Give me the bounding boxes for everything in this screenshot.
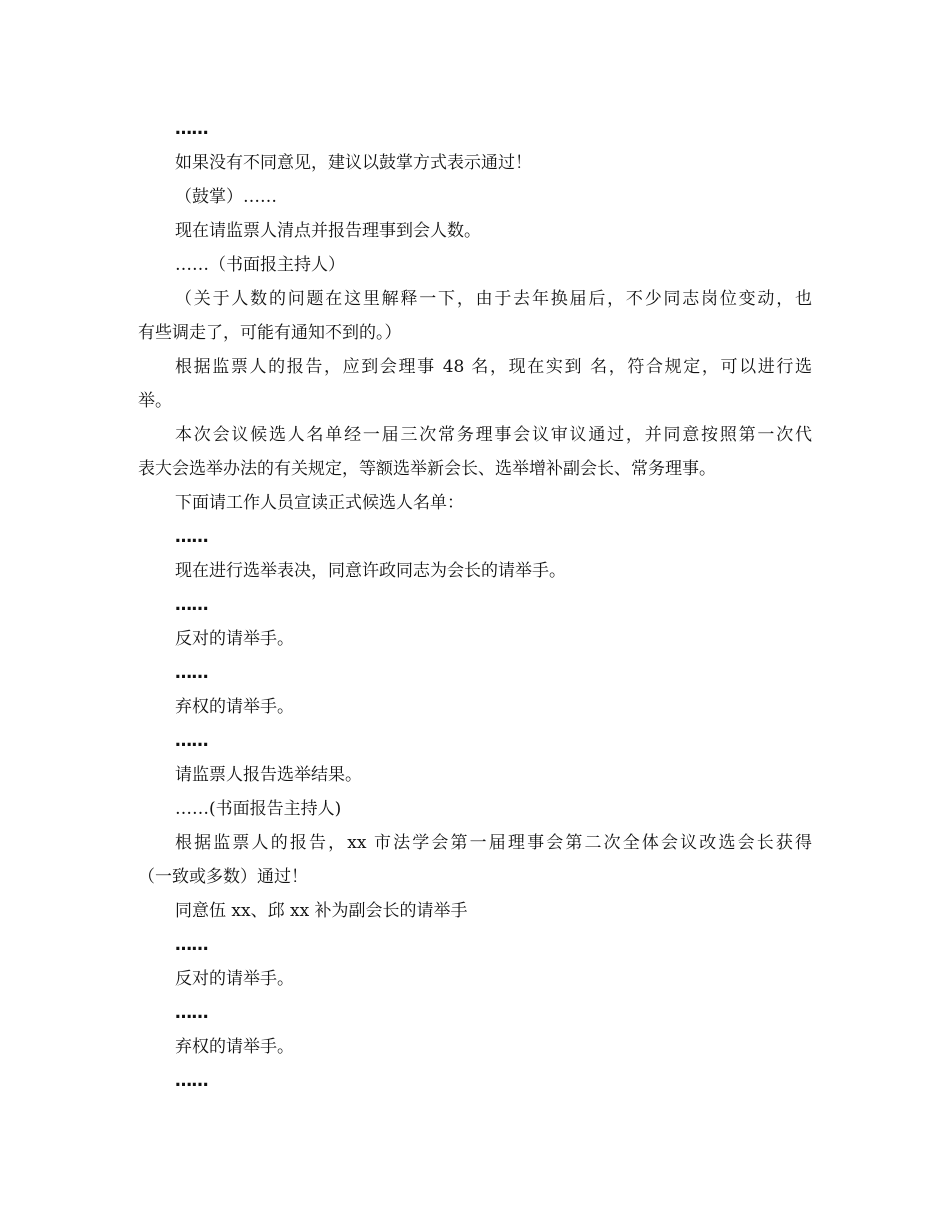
text-line: 表大会选举办法的有关规定，等额选举新会长、选举增补副会长、常务理事。: [138, 459, 716, 479]
text-line: 如果没有不同意见，建议以鼓掌方式表示通过！: [175, 153, 532, 173]
text-line: 现在请监票人清点并报告理事到会人数。: [175, 221, 481, 241]
text-line: （一致或多数）通过！: [138, 867, 308, 887]
document-body: [138, 112, 812, 1098]
text-line: 反对的请举手。: [175, 629, 294, 649]
ellipsis-line: ……: [175, 935, 208, 955]
ellipsis-line: ……: [175, 731, 208, 751]
text-line: ……(书面报告主持人): [175, 799, 342, 819]
text-line: 现在进行选举表决，同意许政同志为会长的请举手。: [175, 561, 566, 581]
text-line: 有些调走了，可能有通知不到的。）: [138, 323, 402, 343]
text-line: ……（书面报主持人）: [175, 255, 345, 275]
text-line: 请监票人报告选举结果。: [175, 765, 362, 785]
text-line: 根据监票人的报告，应到会理事 48 名，现在实到 名，符合规定，可以进行选: [175, 357, 812, 377]
text-line: 本次会议候选人名单经一届三次常务理事会议审议通过，并同意按照第一次代: [175, 425, 812, 445]
text-line: （鼓掌）……: [175, 187, 277, 207]
text-line: （关于人数的问题在这里解释一下，由于去年换届后，不少同志岗位变动，也: [175, 289, 812, 309]
ellipsis-line: ……: [175, 527, 208, 547]
ellipsis-line: ……: [175, 1071, 208, 1091]
text-line: 弃权的请举手。: [175, 1037, 294, 1057]
text-line: 弃权的请举手。: [175, 697, 294, 717]
text-line: 同意伍 xx、邱 xx 补为副会长的请举手: [175, 901, 468, 921]
ellipsis-line: ……: [175, 595, 208, 615]
ellipsis-line: ……: [175, 663, 208, 683]
ellipsis-line: ……: [175, 1003, 208, 1023]
text-line: 根据监票人的报告，xx 市法学会第一届理事会第二次全体会议改选会长获得: [175, 833, 812, 853]
text-line: 下面请工作人员宣读正式候选人名单：: [175, 493, 464, 513]
text-line: 举。: [138, 391, 172, 411]
text-line: 反对的请举手。: [175, 969, 294, 989]
ellipsis-line: ……: [175, 119, 208, 139]
